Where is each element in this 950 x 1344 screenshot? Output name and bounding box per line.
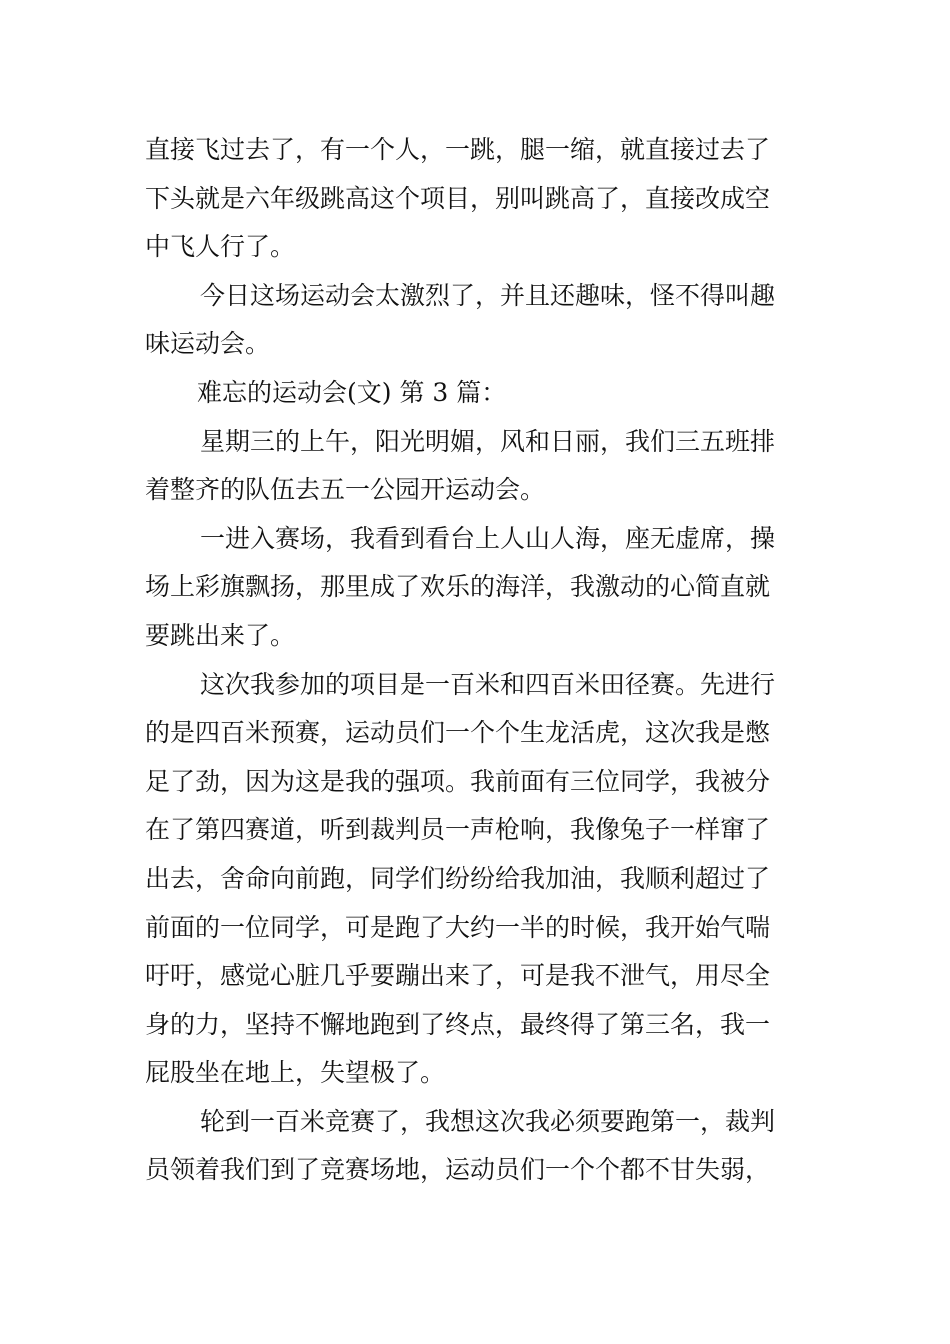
text-line: 身的力，坚持不懈地跑到了终点，最终得了第三名，我一 [145, 1009, 771, 1039]
text-line: 下头就是六年级跳高这个项目，别叫跳高了，直接改成空 [145, 183, 771, 213]
text-line: 着整齐的队伍去五一公园开运动会。 [145, 475, 546, 505]
text-line: 吁吁，感觉心脏几乎要蹦出来了，可是我不泄气，用尽全 [145, 961, 771, 991]
section-heading: 难忘的运动会(文) 第 3 篇： [197, 377, 507, 407]
document-body [145, 126, 815, 1195]
text-line: 出去，舍命向前跑，同学们纷纷给我加油，我顺利超过了 [145, 863, 771, 893]
text-line: 这次我参加的项目是一百米和四百米田径赛。先进行 [200, 669, 776, 699]
text-line: 的是四百米预赛，运动员们一个个生龙活虎，这次我是憋 [145, 718, 771, 748]
text-line: 星期三的上午，阳光明媚，风和日丽，我们三五班排 [200, 426, 776, 456]
text-line: 足了劲，因为这是我的强项。我前面有三位同学，我被分 [145, 766, 771, 796]
text-line: 屁股坐在地上，失望极了。 [145, 1058, 446, 1088]
text-line: 要跳出来了。 [145, 620, 296, 650]
text-line: 场上彩旗飘扬，那里成了欢乐的海洋，我激动的心简直就 [145, 572, 771, 602]
text-line: 轮到一百米竞赛了，我想这次我必须要跑第一，裁判 [200, 1106, 776, 1136]
text-line: 中飞人行了。 [145, 232, 296, 262]
text-line: 员领着我们到了竞赛场地，运动员们一个个都不甘失弱， [145, 1155, 771, 1185]
text-line: 味运动会。 [145, 329, 271, 359]
text-line: 一进入赛场，我看到看台上人山人海，座无虚席，操 [200, 523, 776, 553]
text-line: 今日这场运动会太激烈了，并且还趣味，怪不得叫趣 [200, 280, 776, 310]
text-line: 在了第四赛道，听到裁判员一声枪响，我像兔子一样窜了 [145, 815, 771, 845]
text-line: 前面的一位同学，可是跑了大约一半的时候，我开始气喘 [145, 912, 771, 942]
text-line: 直接飞过去了，有一个人，一跳，腿一缩，就直接过去了 [145, 135, 771, 164]
